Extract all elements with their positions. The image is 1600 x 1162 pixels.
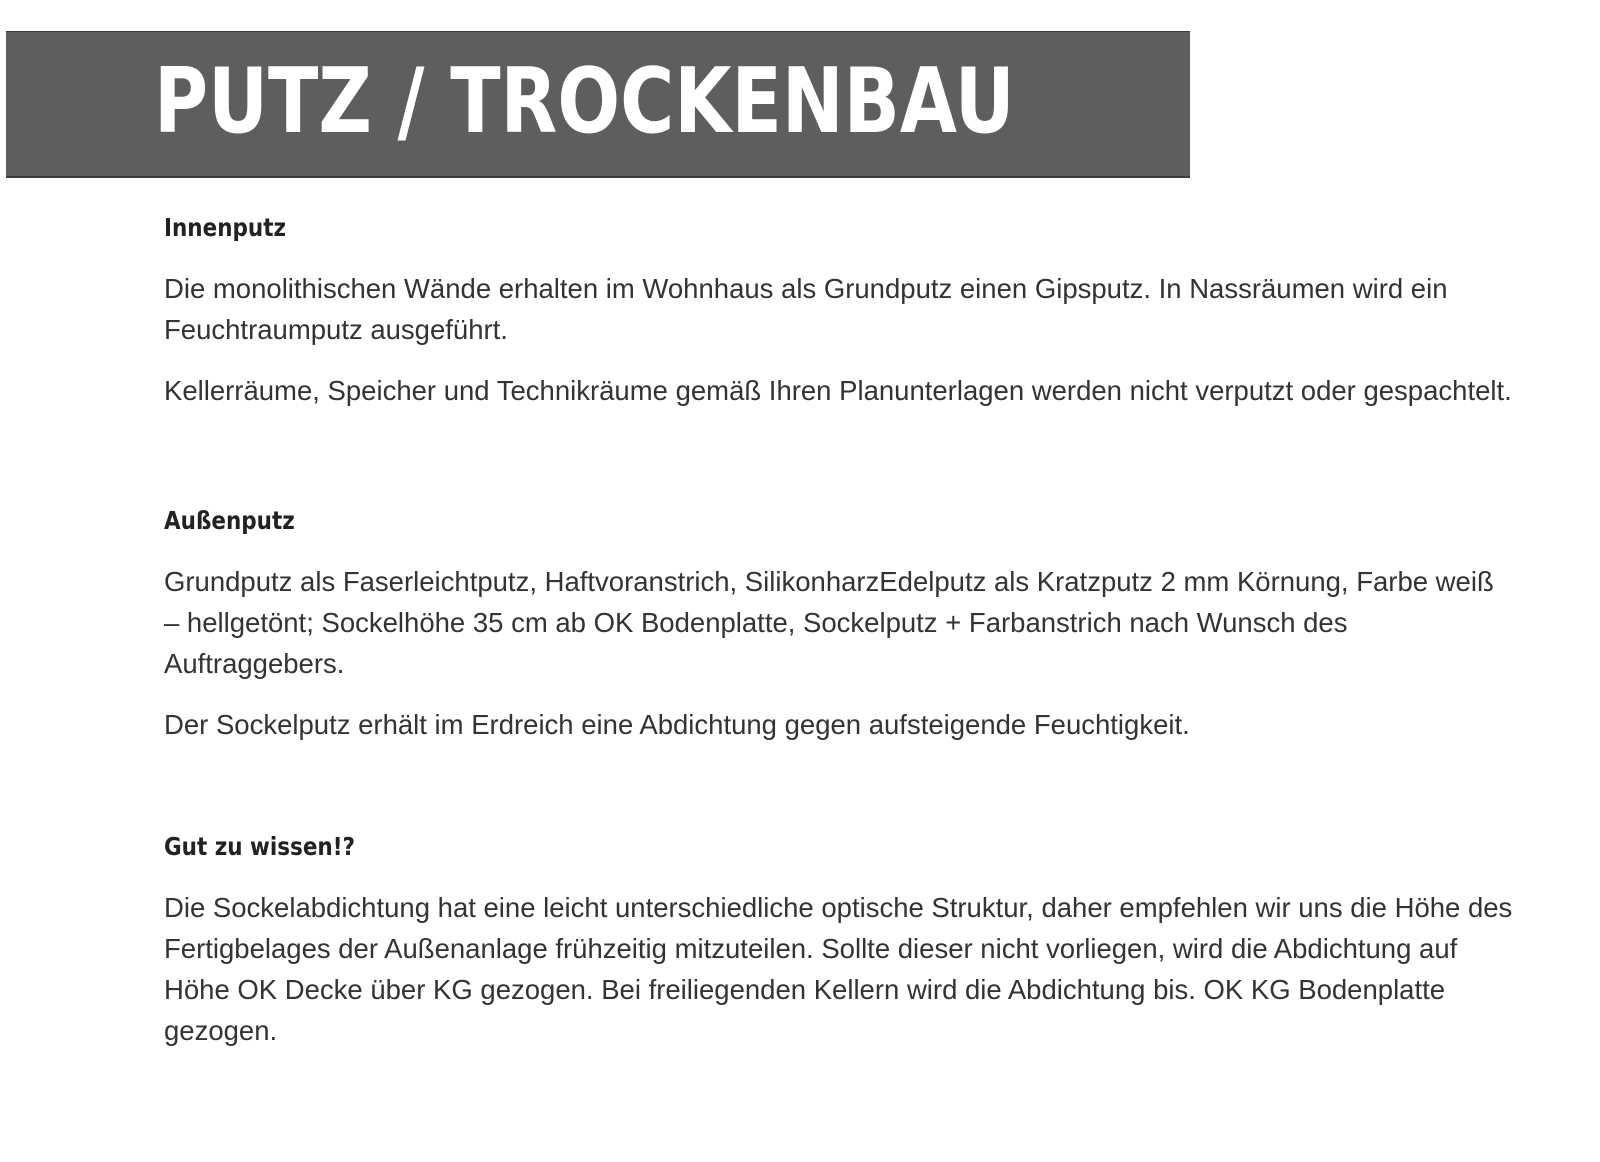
document-body (164, 212, 1514, 1051)
section-heading: Außenputz (164, 506, 295, 535)
paragraph: Grundputz als Faserleichtputz, Haftvoranstrich, SilikonharzEdelputz als Kratzputz 2 mm Körnung, Farbe weiß – hellgetönt; Sockelhöhe 35 cm ab OK Bodenplatte, Sockelputz + Farbanstrich nach Wunsch des Auftraggebers. (164, 566, 1494, 679)
section-heading: Gut zu wissen!? (164, 832, 356, 861)
paragraph: Kellerräume, Speicher und Technikräume gemäß Ihren Planunterlagen werden nicht verputzt oder gespachtelt. (164, 375, 1512, 406)
paragraph: Die monolithischen Wände erhalten im Wohnhaus als Grundputz einen Gipsputz. In Nassräumen wird ein Feuchtraumputz ausgeführt. (164, 273, 1448, 345)
title-banner (6, 31, 1190, 178)
paragraph: Die Sockelabdichtung hat eine leicht unterschiedliche optische Struktur, daher empfehlen wir uns die Höhe des Fertigbelages der Außenanlage frühzeitig mitzuteilen. Sollte dieser nicht vorliegen, wird die Abdichtung auf Höhe OK Decke über KG gezogen. Bei freiliegenden Kellern wird die Abdichtung bis. OK KG Bodenplatte gezogen. (164, 892, 1513, 1046)
paragraph: Der Sockelputz erhält im Erdreich eine Abdichtung gegen aufsteigende Feuchtigkeit. (164, 709, 1190, 740)
page-title: PUTZ / TROCKENBAU (154, 49, 1015, 154)
section-gut-zu-wissen (164, 831, 1514, 1051)
section-aussenputz (164, 505, 1514, 745)
section-heading: Innenputz (164, 213, 286, 242)
section-innenputz (164, 212, 1514, 411)
